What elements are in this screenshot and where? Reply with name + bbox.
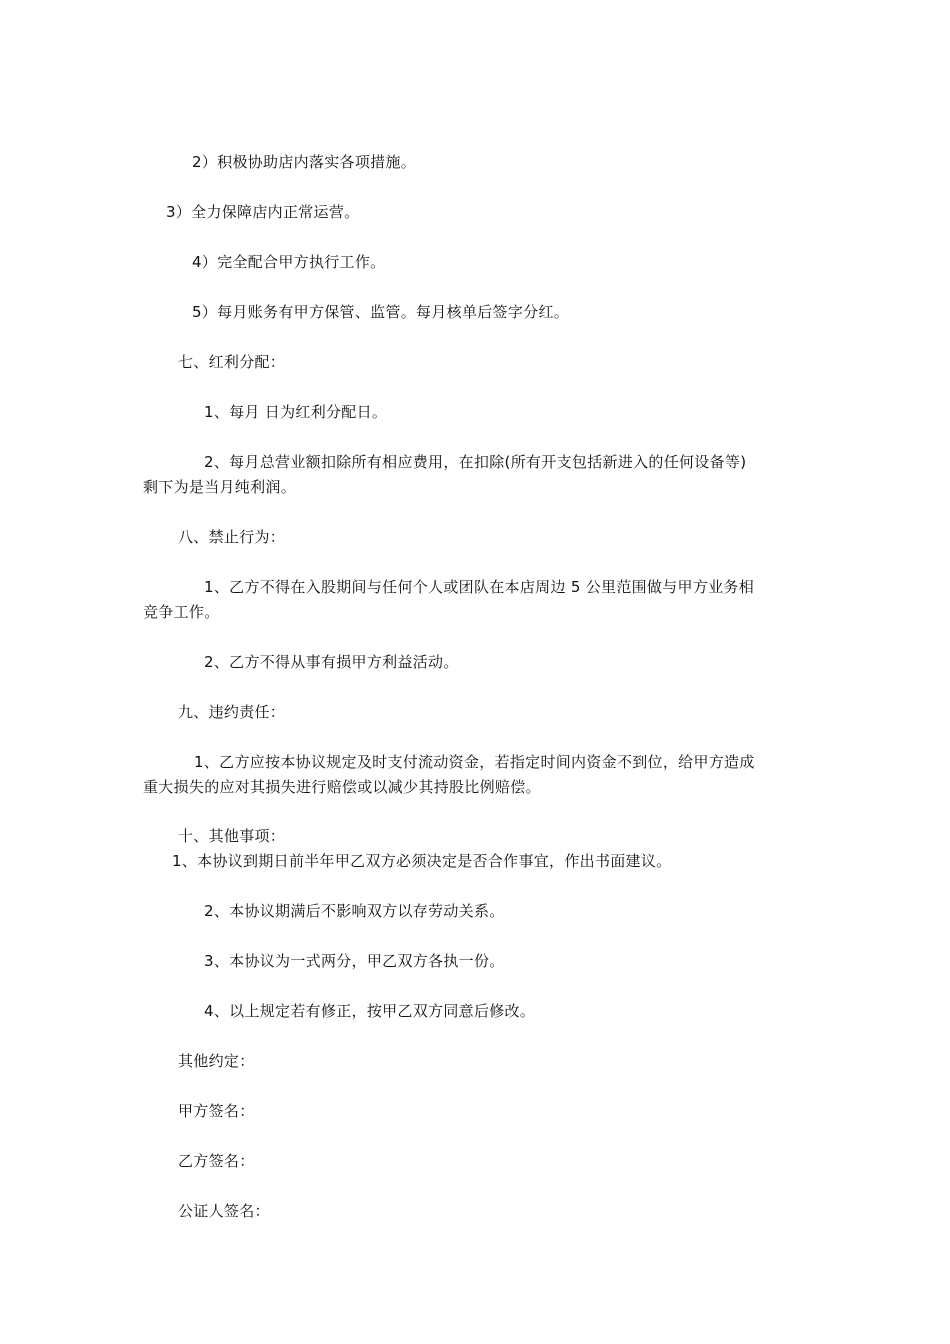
section-10-item-1: 1、本协议到期日前半年甲乙双方必须决定是否合作事宜，作出书面建议。 (172, 852, 672, 870)
section-8-item-1-line-1: 1、乙方不得在入股期间与任何个人或团队在本店周边 5 公里范围做与甲方业务相 (204, 578, 755, 596)
other-terms-label: 其他约定： (178, 1052, 255, 1070)
duty-item-3: 3）全力保障店内正常运营。 (166, 203, 360, 221)
section-7-item-2-line-1: 2、每月总营业额扣除所有相应费用，在扣除(所有开支包括新进入的任何设备等) (204, 453, 747, 471)
section-8-item-1-line-2: 竞争工作。 (143, 603, 220, 621)
section-7-heading: 七、红利分配： (178, 353, 286, 371)
section-9-item-1-line-2: 重大损失的应对其损失进行赔偿或以减少其持股比例赔偿。 (143, 778, 541, 796)
section-9-heading: 九、违约责任： (178, 703, 286, 721)
duty-item-5: 5）每月账务有甲方保管、监管。每月核单后签字分红。 (192, 303, 570, 321)
notary-signature-label: 公证人签名： (178, 1202, 270, 1220)
section-8-heading: 八、禁止行为： (178, 528, 286, 546)
section-10-item-2: 2、本协议期满后不影响双方以存劳动关系。 (204, 902, 505, 920)
duty-item-2: 2）积极协助店内落实各项措施。 (192, 153, 417, 171)
duty-item-4: 4）完全配合甲方执行工作。 (192, 253, 386, 271)
section-10-heading: 十、其他事项： (178, 827, 286, 845)
section-7-item-2-line-2: 剩下为是当月纯利润。 (143, 478, 297, 496)
party-b-signature-label: 乙方签名： (178, 1152, 255, 1170)
section-8-item-2: 2、乙方不得从事有损甲方利益活动。 (204, 653, 459, 671)
section-10-item-4: 4、以上规定若有修正，按甲乙双方同意后修改。 (204, 1002, 536, 1020)
section-7-item-1: 1、每月 日为红利分配日。 (204, 403, 388, 421)
party-a-signature-label: 甲方签名： (178, 1102, 255, 1120)
section-10-item-3: 3、本协议为一式两分，甲乙双方各执一份。 (204, 952, 505, 970)
section-9-item-1-line-1: 1、乙方应按本协议规定及时支付流动资金，若指定时间内资金不到位，给甲方造成 (194, 753, 755, 771)
